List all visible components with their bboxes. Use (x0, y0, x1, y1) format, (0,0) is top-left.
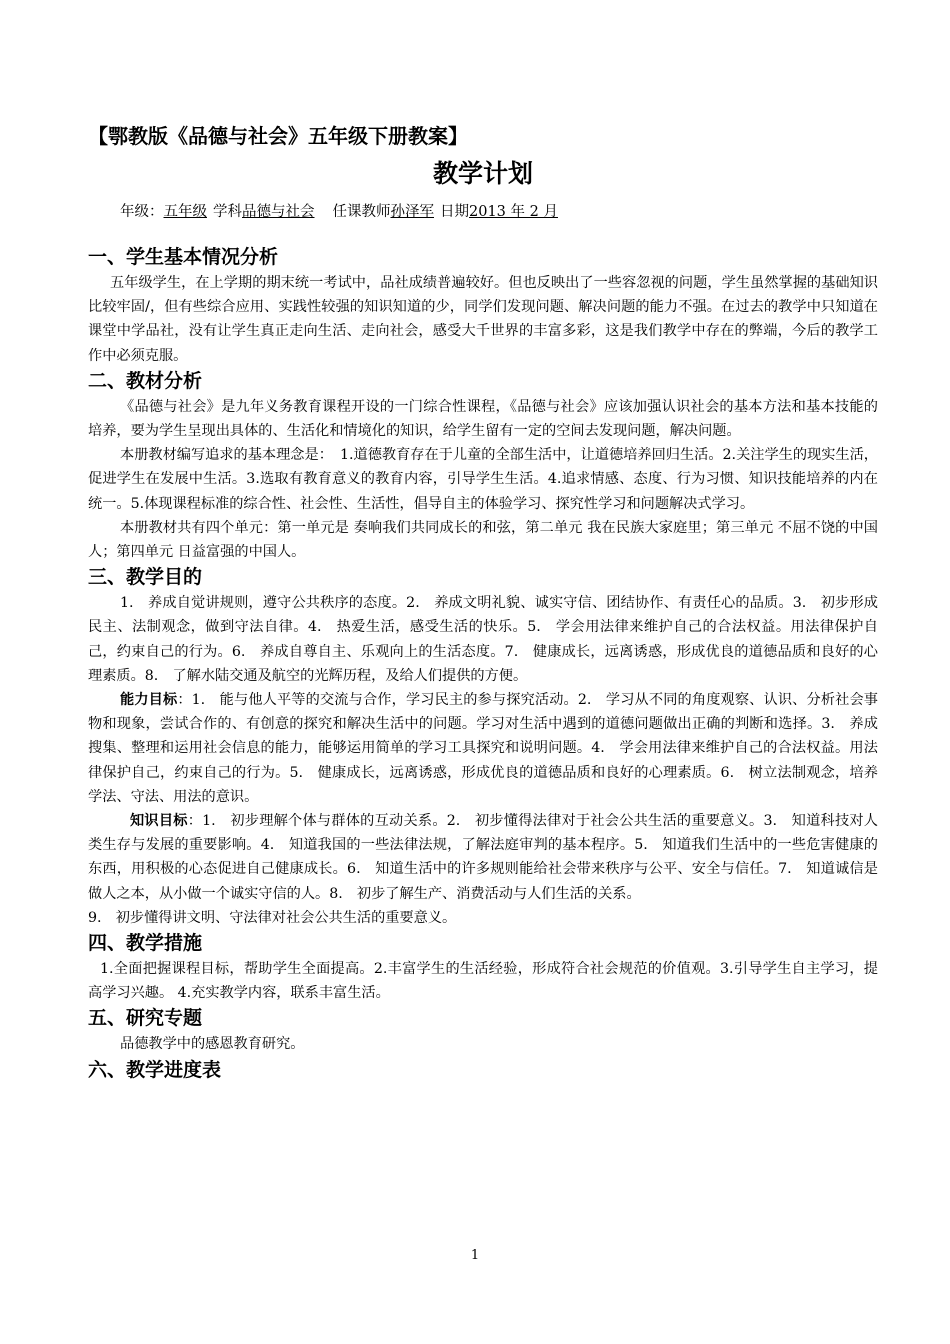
teaching-measures-paragraph: 1.全面把握课程目标，帮助学生全面提高。2.丰富学生的生活经验，形成符合社会规范的价值观。3.引导学生自主学习，提高学习兴趣。 4.充实教学内容，联系丰富生活。 (88, 961, 878, 1002)
subject-label: 学科 (213, 204, 242, 220)
document-page (88, 120, 878, 1084)
research-topic-paragraph: 品德教学中的感恩教育研究。 (120, 1036, 305, 1053)
ability-goals-label: 能力目标 (120, 692, 178, 709)
section-heading-teaching-goals: 三、教学目的 (88, 566, 203, 589)
document-title: 【鄂教版《品德与社会》五年级下册教案】 (88, 124, 468, 148)
date-label: 日期 (440, 204, 469, 220)
page-title: 教学计划 (432, 159, 533, 188)
teaching-goals-item-9: 9. 初步懂得讲文明、守法律对社会公共生活的重要意义。 (88, 909, 457, 926)
grade-label: 年级： (120, 204, 164, 220)
teaching-goals-paragraph: 1. 养成自觉讲规则，遵守公共秩序的态度。2. 养成文明礼貌、诚实守信、团结协作、有责任心的品质。3. 初步形成民主、法制观念，做到守法自律。4. 热爱生活，感受生活的快乐。5. 学会用法律来维护自己的合法权益。用法律保护自己，约束自己的行为。6. 养成自尊自主、乐观向上的生活态度。7. 健康成长，远离诱惑，形成优良的道德品质和良好的心理素质。8. 了解水陆交通及航空的光辉历程，及给人们提供的方便。 (88, 595, 878, 684)
textbook-analysis-paragraph-3: 本册教材共有四个单元：第一单元是 奏响我们共同成长的和弦，第二单元 我在民族大家庭里；第三单元 不屈不饶的中国人；第四单元 日益富强的中国人。 (88, 519, 878, 561)
textbook-analysis-paragraph-1: 《品德与社会》是九年义务教育课程开设的一门综合性课程，《品德与社会》应该加强认识社会的基本方法和基本技能的培养，要为学生呈现出具体的、生活化和情境化的知识，给学生留有一定的空间去发现问题，解决问题。 (88, 398, 878, 440)
teacher-label: 任课教师 (332, 204, 391, 220)
section-heading-research-topic: 五、研究专题 (88, 1007, 203, 1030)
grade-value: 五年级 (163, 204, 207, 220)
subject-value: 品德与社会 (242, 204, 315, 220)
ability-goals-text: ：1. 能与他人平等的交流与合作，学习民主的参与探究活动。2. 学习从不同的角度观察、认识、分析社会事物和现象，尝试合作的、有创意的探究和解决生活中的问题。学习对生活中遇到的道德问题做出正确的判断和选择。3. 养成搜集、整理和运用社会信息的能力，能够运用简单的学习工具探究和说明问题。4. 学会用法律来维护自己的合法权益。用法律保护自己，约束自己的行为。5. 健康成长，远离诱惑，形成优良的道德品质和良好的心理素质。6. 树立法制观念，培养学法、守法、用法的意识。 (88, 692, 878, 805)
textbook-analysis-paragraph-2: 本册教材编写追求的基本理念是： 1.道德教育存在于儿童的全部生活中，让道德培养回归生活。2.关注学生的现实生活，促进学生在发展中生活。3.选取有教育意义的教育内容，引导学生生活。4.追求情感、态度、行为习惯、知识技能培养的内在统一。5.体现课程标准的综合性、社会性、生活性，倡导自主的体验学习、探究性学习和问题解决式学习。 (88, 447, 878, 512)
section-heading-schedule: 六、教学进度表 (88, 1058, 222, 1081)
section-heading-textbook-analysis: 二、教材分析 (88, 369, 203, 392)
page-number: 1 (470, 1248, 480, 1263)
ability-goals-paragraph (88, 688, 878, 809)
section-heading-teaching-measures: 四、教学措施 (88, 932, 203, 955)
date-value: 2013 年 2 月 (469, 204, 558, 220)
student-analysis-paragraph: 五年级学生，在上学期的期末统一考试中，品社成绩普遍较好。但也反映出了一些容忽视的问题，学生虽然掌握的基础知识比较牢固/，但有些综合应用、实践性较强的知识知道的少，同学们发现问题、解决问题的能力不强。在过去的教学中只知道在课堂中学品社，没有让学生真正走向生活、走向社会，感受大千世界的丰富多彩，这是我们教学中存在的弊端，今后的教学工作中必须克服。 (88, 275, 878, 364)
knowledge-goals-text: ：1. 初步理解个体与群体的互动关系。2. 初步懂得法律对于社会公共生活的重要意义。3. 知道科技对人类生存与发展的重要影响。4. 知道我国的一些法律法规，了解法庭审判的基本程序。5. 知道我们生活中的一些危害健康的东西，用积极的心态促进自己健康成长。6. 知道生活中的许多规则能给社会带来秩序与公平、安全与信任。7. 知道诚信是做人之本，从小做一个诚实守信的人。8. 初步了解生产、消费活动与人们生活的关系。 (88, 813, 878, 902)
section-heading-student-analysis: 一、学生基本情况分析 (88, 246, 279, 268)
teacher-value: 孙泽军 (390, 204, 434, 220)
meta-line (88, 200, 878, 224)
knowledge-goals-label: 知识目标 (130, 813, 188, 830)
knowledge-goals-paragraph (88, 809, 878, 906)
